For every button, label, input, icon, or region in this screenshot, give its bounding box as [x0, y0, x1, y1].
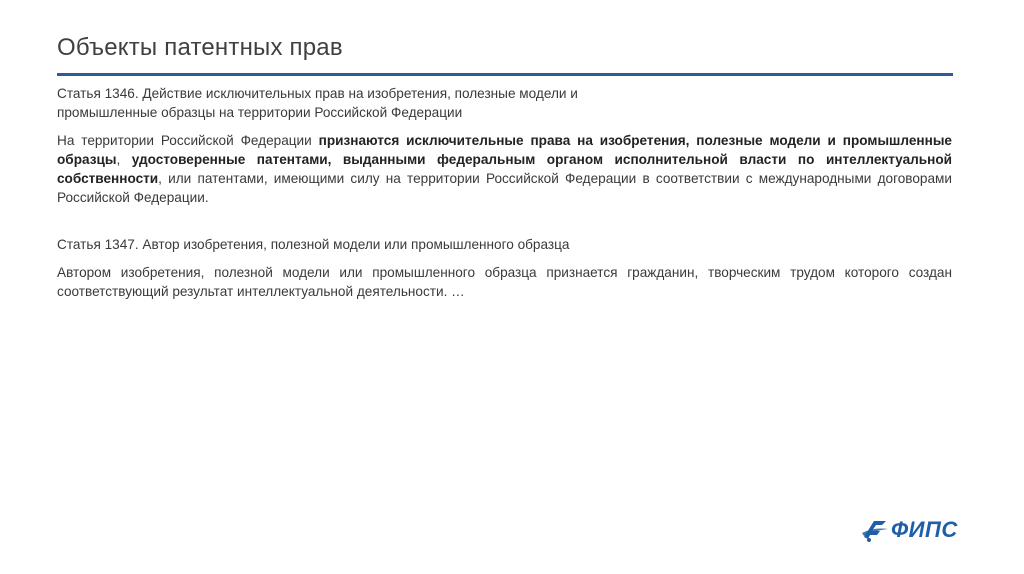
article-1346-body-bold-2: удостоверенные патентами, выданными федеральным органом исполнительной власти по интеллектуальной собственности	[57, 152, 952, 186]
article-1346-heading: Статья 1346. Действие исключительных прав на изобретения, полезные модели и промышленные образцы на территории Российской Федерации	[57, 86, 578, 120]
article-1346-body-bold-1: признаются исключительные права на изобретения, полезные модели и промышленные образцы	[57, 133, 952, 167]
slide-content	[57, 84, 952, 301]
article-1346-body-rest: , или патентами, имеющими силу на территории Российской Федерации в соответствии с международными договорами Российской Федерации.	[57, 171, 952, 205]
section-gap	[57, 207, 952, 235]
page-title: Объекты патентных прав	[57, 34, 343, 61]
article-1347-heading: Статья 1347. Автор изобретения, полезной модели или промышленного образца	[57, 237, 570, 252]
fips-emblem-icon	[860, 515, 890, 545]
article-1346-body-intro: На территории Российской Федерации	[57, 133, 319, 148]
fips-logo-text: ФИПС	[891, 517, 958, 542]
article-1346-body	[57, 131, 952, 207]
article-1347-body: Автором изобретения, полезной модели или промышленного образца признается гражданин, творческим трудом которого создан соответствующий результат интеллектуальной деятельности. …	[57, 265, 952, 299]
article-1346-body-separator: ,	[116, 152, 132, 167]
fips-logo	[860, 515, 972, 545]
title-divider	[57, 73, 953, 76]
